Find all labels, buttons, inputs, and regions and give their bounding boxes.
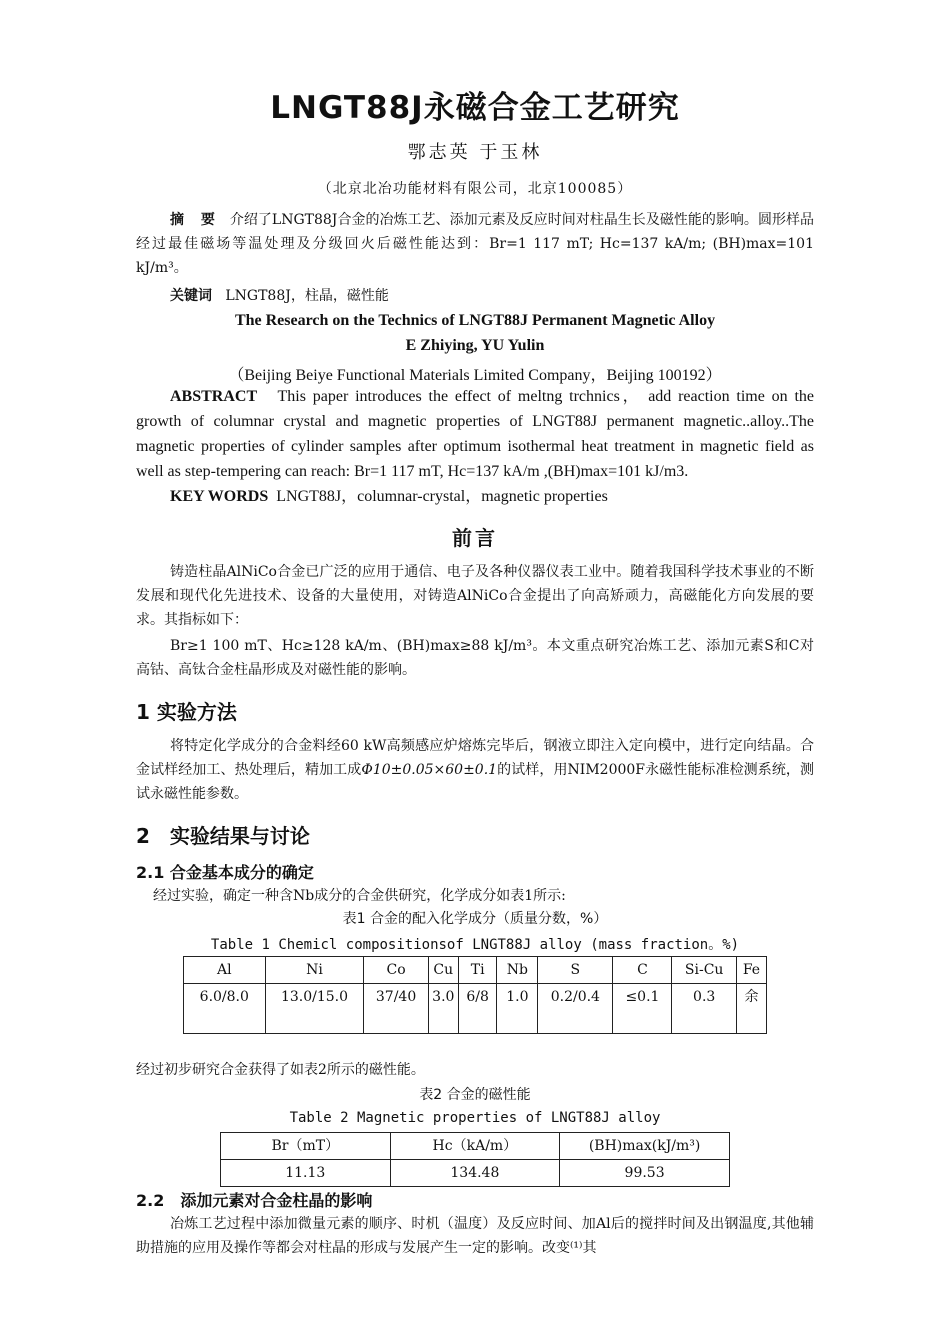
abstract-en [136, 384, 814, 484]
table-cell: 37/40 [364, 984, 428, 1034]
table-1-caption-cn: 表1 合金的配入化学成分（质量分数，%） [342, 911, 608, 927]
keywords-en-text: LNGT88J，columnar-crystal，magnetic properties [276, 488, 608, 505]
section-2-1-text-block [136, 884, 814, 908]
table-cell: 0.3 [672, 984, 736, 1034]
after-table-1-block [136, 1058, 814, 1082]
table-cell: C [613, 957, 672, 984]
table-cell: S [538, 957, 613, 984]
preface-paragraph-2 [136, 634, 814, 682]
abstract-cn-values: Br=1 117 mT; Hc=137 kA/m; (BH)max=101 kJ/m³。 [136, 236, 814, 276]
table-cell: ≤0.1 [613, 984, 672, 1034]
section-1-heading: 1 实验方法 [136, 700, 237, 724]
table-cell: Al [184, 957, 266, 984]
table-cell: 13.0/15.0 [265, 984, 364, 1034]
table-cell: Fe [736, 957, 766, 984]
keywords-en-label: KEY WORDS [170, 488, 269, 505]
table-cell: Co [364, 957, 428, 984]
abstract-cn [136, 208, 814, 280]
section-1-paragraph [136, 734, 814, 806]
abstract-cn-label: 摘 要 [170, 212, 221, 228]
section-2-2-text: 冶炼工艺过程中添加微量元素的顺序、时机（温度）及反应时间、加Al后的搅拌时间及出钢温度,其他辅助措施的应用及操作等都会对柱晶的形成与发展产生一定的影响。改变⁽¹⁾其 [136, 1216, 814, 1256]
paper-title: LNGT88J永磁合金工艺研究 [270, 90, 680, 126]
keywords-cn-text: LNGT88J，柱晶，磁性能 [225, 288, 389, 304]
table-2-caption-en: Table 2 Magnetic properties of LNGT88J alloy [289, 1110, 661, 1126]
table-1 [183, 956, 767, 1034]
section-2-2-paragraph [136, 1212, 814, 1260]
table-cell: 1.0 [497, 984, 538, 1034]
table-cell: 0.2/0.4 [538, 984, 613, 1034]
abstract-en-text: This paper introduces the effect of meltng trchnics， add reaction time on the growth of columnar crystal and magnetic properties of LNGT88J permanent magnetic..alloy..The magnetic properties of cylinder samples after optimum isothermal heat treatment in magnetic field as well as step-tempering can reach: Br=1 117 mT, Hc=137 kA/m ,(BH)max=101 kJ/m3. [136, 388, 814, 480]
affiliation-en: （Beijing Beiye Functional Materials Limited Company，Beijing 100192） [228, 367, 722, 384]
table-cell: 余 [736, 984, 766, 1034]
preface-p1: 铸造柱晶AlNiCo合金已广泛的应用于通信、电子及各种仪器仪表工业中。随着我国科学技术事业的不断发展和现代化先进技术、设备的大量使用，对铸造AlNiCo合金提出了向高矫顽力，高磁能化方向发展的要求。其指标如下： [136, 564, 814, 628]
section-1-text-a: 将特定化学成分的合金料经60 kW高频感应炉熔炼完毕后，钢液立即注入定向模中，进行定向结晶。合金试样经加工、热处理后，精加工成 [136, 738, 814, 778]
table-cell: 11.13 [221, 1160, 391, 1187]
table-cell: 6.0/8.0 [184, 984, 266, 1034]
keywords-en [136, 484, 814, 509]
table-2 [220, 1132, 730, 1187]
authors-cn: 鄂志英 于玉林 [407, 142, 543, 163]
table-cell: (BH)max(kJ/m³) [560, 1133, 730, 1160]
table-cell: 134.48 [390, 1160, 560, 1187]
table-2-value-row [221, 1160, 730, 1187]
keywords-cn [136, 284, 814, 308]
abstract-cn-text: 介绍了LNGT88J合金的冶炼工艺、添加元素及反应时间对柱晶生长及磁性能的影响。圆形样品经过最佳磁场等温处理及分级回火后磁性能达到： [136, 212, 815, 252]
section-1-text-b: 的试样，用NIM2000F永磁性能标准检测系统，测试永磁性能参数。 [136, 762, 815, 802]
preface-p2-rest: 本文重点研究冶炼工艺、添加元素S和C对高钴、高钛合金柱晶形成及对磁性能的影响。 [136, 638, 814, 678]
section-2-2-heading: 2.2 添加元素对合金柱晶的影响 [136, 1191, 373, 1210]
table-2-caption-cn: 表2 合金的磁性能 [419, 1087, 531, 1103]
table-cell: 99.53 [560, 1160, 730, 1187]
abstract-en-label: ABSTRACT [170, 388, 258, 405]
section-2-1-text: 经过实验，确定一种含Nb成分的合金供研究，化学成分如表1所示: [153, 888, 566, 904]
preface-paragraph-1 [136, 560, 814, 632]
table-cell: Cu [428, 957, 458, 984]
authors-en: E Zhiying, YU Yulin [405, 337, 545, 354]
after-table-1-text: 经过初步研究合金获得了如表2所示的磁性能。 [136, 1062, 425, 1078]
affiliation-cn: （北京北冶功能材料有限公司，北京100085） [317, 181, 633, 197]
table-cell: Nb [497, 957, 538, 984]
table-cell: 6/8 [458, 984, 497, 1034]
table-2-header-row [221, 1133, 730, 1160]
table-cell: Hc（kA/m） [390, 1133, 560, 1160]
table-cell: Si-Cu [672, 957, 736, 984]
table-1-caption-en: Table 1 Chemicl compositionsof LNGT88J alloy (mass fraction。%) [210, 937, 740, 953]
table-cell: Br（mT） [221, 1133, 391, 1160]
table-1-value-row [184, 984, 767, 1034]
preface-heading: 前言 [452, 526, 498, 550]
title-en: The Research on the Technics of LNGT88J Permanent Magnetic Alloy [234, 312, 716, 329]
table-1-header-row [184, 957, 767, 984]
sample-dimensions: Φ10±0.05×60±0.1 [361, 762, 498, 778]
table-cell: 3.0 [428, 984, 458, 1034]
preface-requirements: Br≥1 100 mT、Hc≥128 kA/m、(BH)max≥88 kJ/m³。 [170, 638, 547, 654]
section-2-heading: 2 实验结果与讨论 [136, 824, 310, 848]
keywords-cn-label: 关键词 [170, 288, 212, 304]
table-cell: Ni [265, 957, 364, 984]
section-2-1-heading: 2.1 合金基本成分的确定 [136, 863, 314, 882]
table-cell: Ti [458, 957, 497, 984]
